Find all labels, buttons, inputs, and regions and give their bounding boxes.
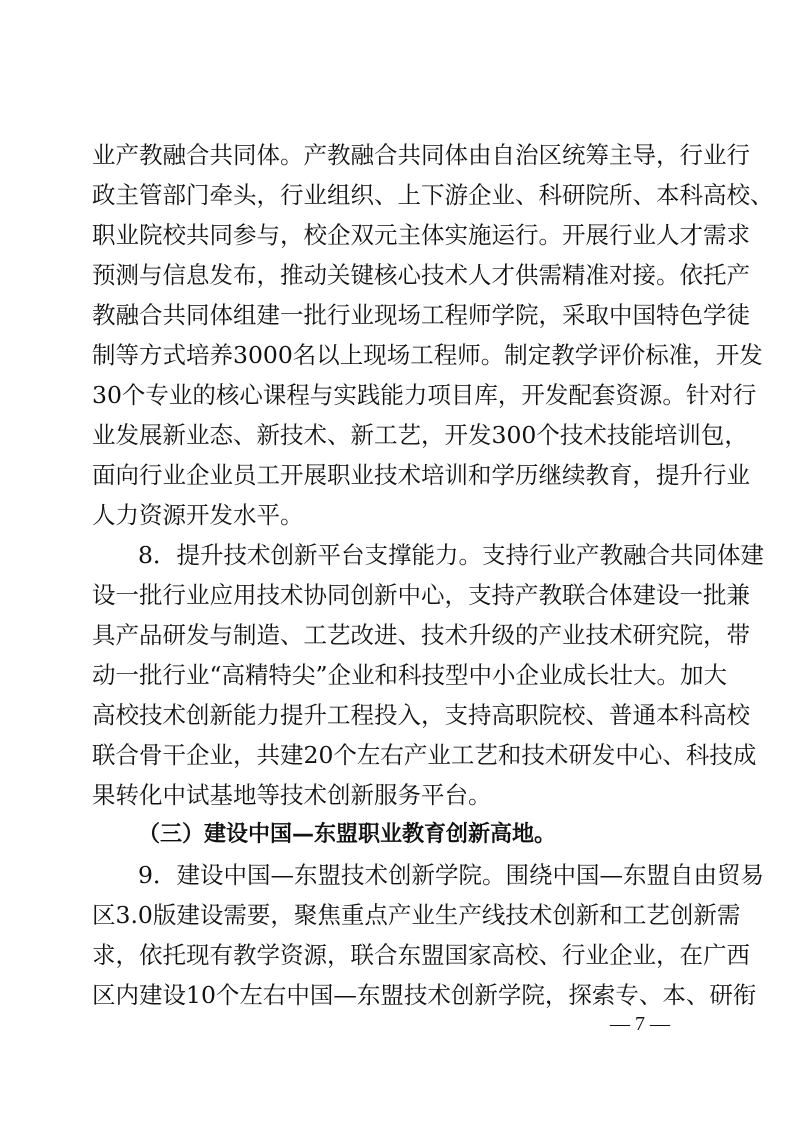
body-line: 制等方式培养3000名以上现场工程师。制定教学评价标准，开发	[92, 341, 763, 369]
body-line: 动一批行业“高精特尖”企业和科技型中小企业成长壮大。加大	[92, 661, 728, 689]
body-line: 业产教融合共同体。产教融合共同体由自治区统筹主导，行业行	[92, 141, 750, 169]
body-line: 设一批行业应用技术协同创新中心，支持产教联合体建设一批兼	[92, 581, 750, 609]
body-line: 联合骨干企业，共建20个左右产业工艺和技术研发中心、科技成	[92, 741, 757, 769]
body-line: 30个专业的核心课程与实践能力项目库，开发配套资源。针对行	[92, 381, 757, 409]
body-line: 业发展新业态、新技术、新工艺，开发300个技术技能培训包，	[92, 421, 748, 449]
body-line: 高校技术创新能力提升工程投入，支持高职院校、普通本科高校	[92, 701, 750, 729]
body-line: 职业院校共同参与，校企双元主体实施运行。开展行业人才需求	[92, 221, 750, 249]
body-line: 具产品研发与制造、工艺改进、技术升级的产业技术研究院，带	[92, 621, 750, 649]
page-number: — 7 —	[610, 1013, 670, 1035]
section-heading: （三）建设中国—东盟职业教育创新高地。	[138, 822, 557, 847]
body-line: 果转化中试基地等技术创新服务平台。	[92, 781, 492, 809]
body-line: 区3.0版建设需要，聚焦重点产业生产线技术创新和工艺创新需	[92, 901, 741, 929]
body-line: 预测与信息发布，推动关键核心技术人才供需精准对接。依托产	[92, 261, 750, 289]
body-line: 区内建设10个左右中国—东盟技术创新学院，探索专、本、研衔	[92, 981, 757, 1009]
body-line: 教融合共同体组建一批行业现场工程师学院，采取中国特色学徒	[92, 301, 750, 329]
body-line: 政主管部门牵头，行业组织、上下游企业、科研院所、本科高校、	[92, 181, 774, 209]
body-line: 求，依托现有教学资源，联合东盟国家高校、行业企业，在广西	[92, 941, 750, 969]
body-line: 人力资源开发水平。	[92, 501, 304, 529]
body-line: 面向行业企业员工开展职业技术培训和学历继续教育，提升行业	[92, 461, 750, 489]
body-line: 9．建设中国—东盟技术创新学院。围绕中国—东盟自由贸易	[138, 861, 764, 889]
body-line: 8．提升技术创新平台支撑能力。支持行业产教融合共同体建	[138, 541, 764, 569]
